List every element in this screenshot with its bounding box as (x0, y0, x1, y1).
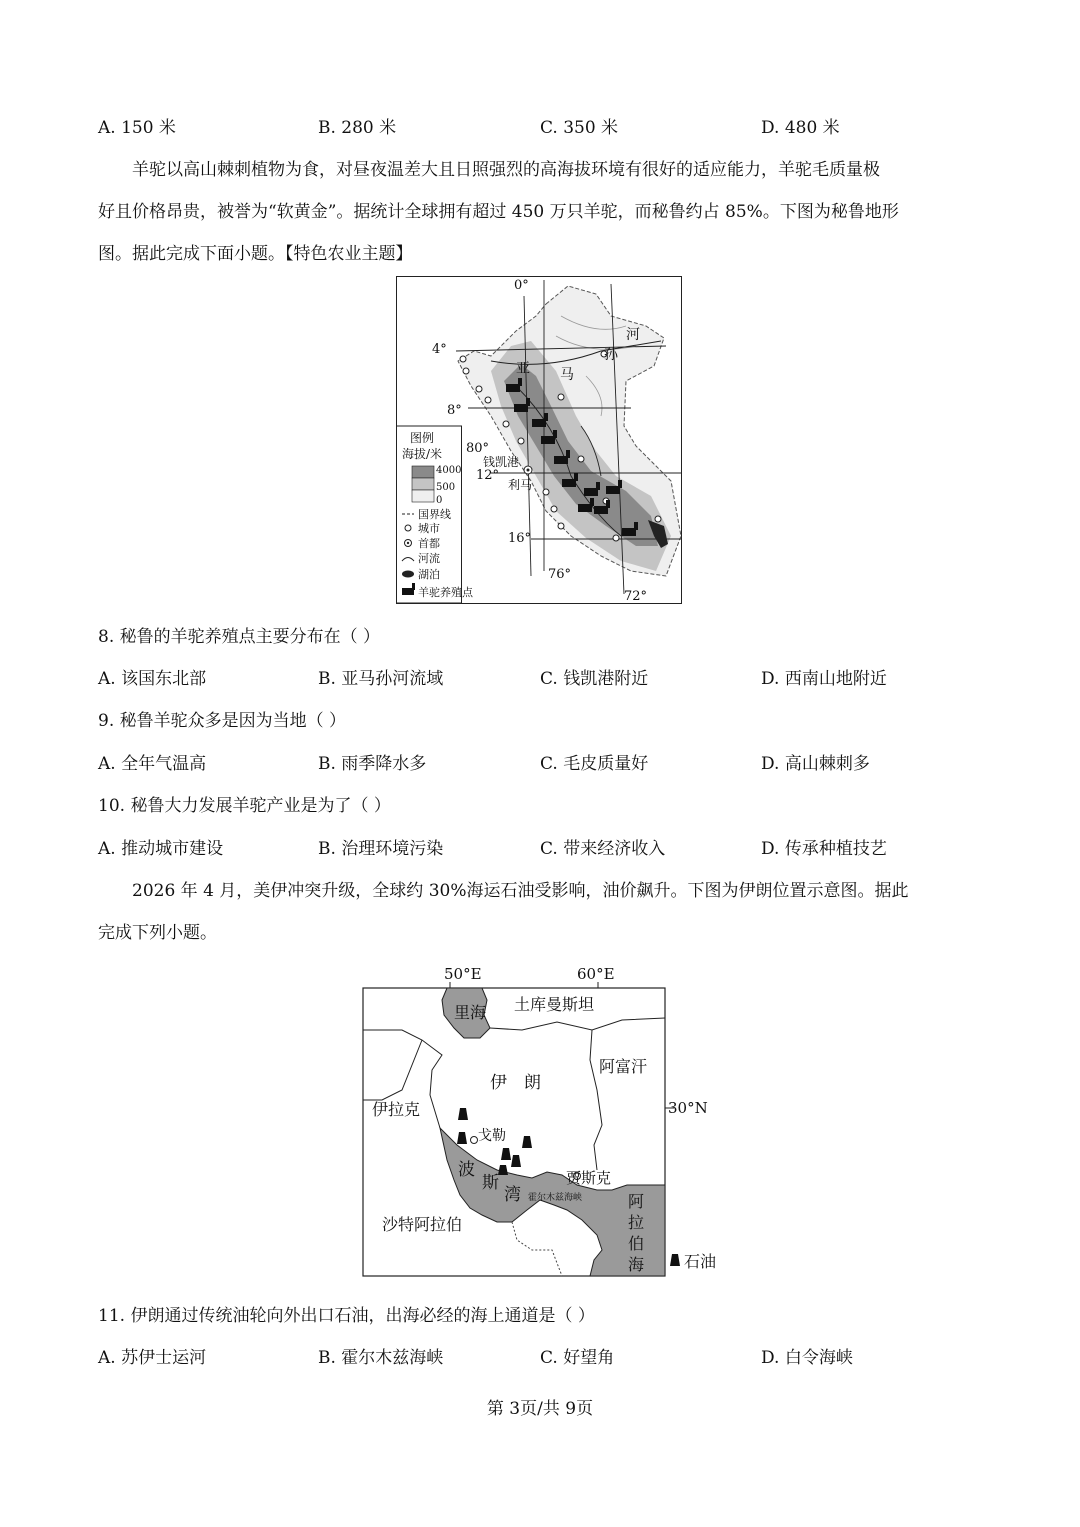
legend-alpaca-farm: 羊驼养殖点 (418, 586, 473, 599)
q11-option-c: C. 好望角 (540, 1348, 615, 1368)
q8-option-c: C. 钱凯港附近 (540, 669, 649, 689)
q9-option-a: A. 全年气温高 (98, 754, 207, 774)
legend-elev-500: 500 (436, 482, 456, 493)
label-60e: 60°E (577, 965, 615, 983)
label-saudi: 沙特阿拉伯 (382, 1215, 463, 1234)
q10-option-c: C. 带来经济收入 (540, 839, 666, 859)
iran-passage-line1: 2026 年 4 月，美伊冲突升级，全球约 30%海运石油受影响，油价飙升。下图为伊朗位置示意图。据此 (132, 881, 909, 901)
page-footer: 第 3页/共 9页 (486, 1399, 594, 1419)
peru-terrain-map (396, 276, 682, 604)
legend-city: 城市 (418, 522, 440, 535)
q9-stem: 9. 秘鲁羊驼众多是因为当地（ ） (98, 711, 347, 731)
legend-elev-4000: 4000 (436, 465, 462, 476)
q11-option-a: A. 苏伊士运河 (98, 1348, 207, 1368)
lat-label-16: 16° (508, 531, 532, 546)
label-caspian: 里海 (454, 1003, 487, 1022)
lon-label-76: 76° (548, 567, 572, 582)
q10-option-b: B. 治理环境污染 (318, 839, 444, 859)
alpaca-passage-line1: 羊驼以高山棘刺植物为食，对昼夜温差大且日照强烈的高海拔环境有很好的适应能力，羊驼毛质量极 (132, 160, 880, 180)
label-arabian-a: 阿 (628, 1192, 645, 1211)
legend-elev-0: 0 (436, 495, 443, 506)
q8-option-a: A. 该国东北部 (98, 669, 207, 689)
alpaca-passage-line2: 好且价格昂贵，被誉为“软黄金”。据统计全球拥有超过 450 万只羊驼，而秘鲁约占 85%。下图为秘鲁地形 (98, 202, 899, 222)
alpaca-passage-line3: 图。据此完成下面小题。【特色农业主题】 (98, 244, 413, 264)
river-label-he: 河 (626, 327, 640, 343)
q9-option-b: B. 雨季降水多 (318, 754, 427, 774)
peru-map-svg (396, 276, 682, 604)
q8-stem: 8. 秘鲁的羊驼养殖点主要分布在（ ） (98, 627, 381, 647)
lon-label-72: 72° (624, 589, 648, 604)
iran-passage-line2: 完成下列小题。 (98, 923, 217, 943)
q11-option-d: D. 白令海峡 (761, 1348, 853, 1368)
legend-border: 国界线 (418, 508, 451, 521)
lon-label-80: 80° (466, 441, 490, 456)
q11-option-b: B. 霍尔木兹海峡 (318, 1348, 444, 1368)
q8-option-b: B. 亚马孙河流域 (318, 669, 444, 689)
river-label-sun: 孙 (604, 347, 618, 363)
legend-title: 图例 (410, 431, 435, 445)
label-hormuz: 霍尔木兹海峡 (528, 1193, 583, 1203)
q10-stem: 10. 秘鲁大力发展羊驼产业是为了（ ） (98, 796, 391, 816)
label-50e: 50°E (444, 965, 482, 983)
river-label-ya: 亚 (516, 361, 530, 377)
q10-option-d: D. 传承种植技艺 (761, 839, 887, 859)
capital-label-lima: 利马 (508, 478, 533, 492)
label-arabian-bo: 伯 (628, 1234, 645, 1253)
legend-subtitle: 海拔/米 (402, 447, 443, 461)
q9-option-d: D. 高山棘刺多 (761, 754, 870, 774)
lat-label-8: 8° (447, 403, 462, 418)
q10-option-a: A. 推动城市建设 (98, 839, 224, 859)
lat-label-0: 0° (514, 278, 529, 293)
label-arabian-la: 拉 (628, 1213, 645, 1232)
lat-label-4: 4° (432, 342, 447, 357)
q7-option-c: C. 350 米 (540, 118, 619, 138)
lat-label-12: 12° (476, 468, 500, 483)
legend-river: 河流 (418, 552, 440, 565)
river-label-ma: 马 (560, 367, 574, 383)
legend-oil: 石油 (684, 1252, 717, 1271)
label-gulf-si: 斯 (482, 1173, 499, 1193)
port-label-chancay: 钱凯港 (483, 455, 520, 469)
q9-option-c: C. 毛皮质量好 (540, 754, 649, 774)
label-jask: 贾斯克 (566, 1169, 612, 1187)
q7-option-b: B. 280 米 (318, 118, 397, 138)
label-turkmenistan: 土库曼斯坦 (514, 995, 595, 1014)
label-gachsaran: 戈勒 (478, 1128, 506, 1144)
q8-option-d: D. 西南山地附近 (761, 669, 887, 689)
label-iraq: 伊拉克 (372, 1100, 421, 1119)
iran-map-svg (362, 960, 722, 1278)
q11-stem: 11. 伊朗通过传统油轮向外出口石油，出海必经的海上通道是（ ） (98, 1306, 595, 1326)
label-arabian-hai: 海 (628, 1255, 645, 1274)
label-iran: 伊 朗 (490, 1073, 541, 1093)
q7-option-a: A. 150 米 (98, 118, 176, 138)
label-gulf-bo: 波 (458, 1160, 475, 1180)
label-gulf-wan: 湾 (504, 1185, 521, 1205)
legend-lake: 湖泊 (418, 568, 440, 581)
q7-option-d: D. 480 米 (761, 118, 840, 138)
legend-capital: 首都 (418, 537, 440, 550)
label-afghanistan: 阿富汗 (599, 1057, 648, 1076)
label-30n: 30°N (668, 1099, 708, 1117)
iran-location-map (362, 960, 722, 1278)
